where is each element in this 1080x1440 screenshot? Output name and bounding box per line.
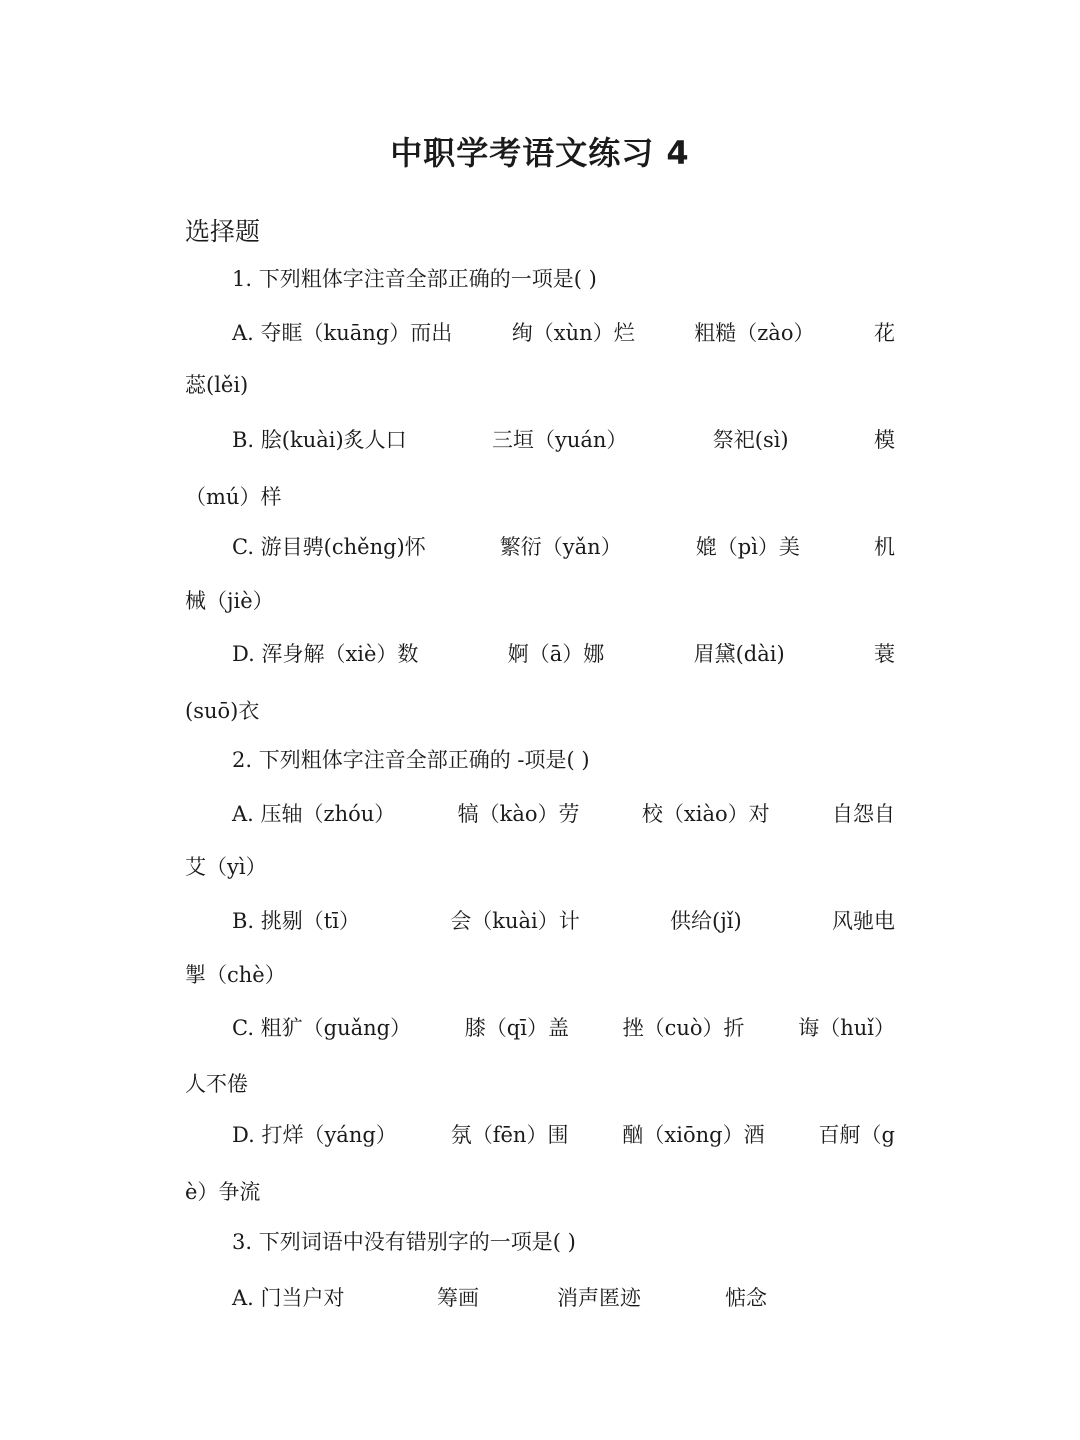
q2-b-seg-4: 风驰电 — [831, 909, 895, 933]
q2-c-seg-1: C. 粗犷（guǎng） — [232, 1016, 412, 1040]
q2-d-seg-3: 酗（xiōng）酒 — [622, 1123, 765, 1147]
q1-a-seg-1: A. 夺眶（kuāng）而出 — [232, 321, 453, 345]
q1-option-a-cont: 蕊(lěi) — [185, 373, 249, 397]
q2-d-seg-1: D. 打烊（yáng） — [232, 1123, 397, 1147]
q2-a-seg-1: A. 压轴（zhóu） — [232, 802, 396, 826]
question-2-stem: 2. 下列粗体字注音全部正确的 -项是( ) — [232, 748, 590, 772]
q2-option-a-cont: 艾（yì） — [185, 855, 267, 879]
q1-d-seg-2: 婀（ā）娜 — [507, 642, 605, 666]
q1-option-c[interactable] — [232, 530, 895, 564]
q1-option-a[interactable] — [232, 316, 895, 350]
q1-d-seg-4: 蓑 — [873, 642, 895, 666]
q2-a-seg-2: 犒（kào）劳 — [457, 802, 580, 826]
q1-b-seg-1: B. 脍(kuài)炙人口 — [232, 428, 407, 452]
q3-a-seg-4: 惦念 — [725, 1286, 767, 1310]
q1-c-seg-3: 媲（pì）美 — [695, 535, 800, 559]
q1-c-seg-4: 机 — [873, 535, 895, 559]
q1-b-seg-4: 模 — [873, 428, 895, 452]
q2-d-seg-4: 百舸（g — [818, 1123, 895, 1147]
page-title: 中职学考语文练习 4 — [390, 134, 690, 172]
q2-b-seg-3: 供给(jǐ) — [670, 909, 742, 933]
q1-b-seg-3: 祭祀(sì) — [712, 428, 789, 452]
q1-option-c-cont: 械（jiè） — [185, 589, 274, 613]
q2-c-seg-3: 挫（cuò）折 — [622, 1016, 745, 1040]
q1-option-b[interactable] — [232, 423, 895, 457]
q1-c-seg-2: 繁衍（yǎn） — [499, 535, 622, 559]
q2-option-c-cont: 人不倦 — [185, 1072, 248, 1096]
q2-d-seg-2: 氛（fēn）围 — [450, 1123, 569, 1147]
q3-a-seg-2: 筹画 — [437, 1286, 479, 1310]
q2-option-b-cont: 掣（chè） — [185, 963, 286, 987]
q1-a-seg-2: 绚（xùn）烂 — [511, 321, 635, 345]
question-3-stem: 3. 下列词语中没有错别字的一项是( ) — [232, 1230, 576, 1254]
q2-b-seg-1: B. 挑剔（tī） — [232, 909, 360, 933]
q2-option-a[interactable] — [232, 797, 895, 831]
q3-a-seg-1: A. 门当户对 — [232, 1286, 345, 1310]
q2-option-b[interactable] — [232, 904, 895, 938]
q2-option-d-cont: è）争流 — [185, 1180, 261, 1204]
q1-a-seg-3: 粗糙（zào） — [694, 321, 815, 345]
question-1-stem: 1. 下列粗体字注音全部正确的一项是( ) — [232, 267, 597, 291]
q1-option-d-cont: (suō)衣 — [185, 699, 260, 723]
q2-c-seg-4: 诲（huǐ） — [798, 1016, 895, 1040]
q2-option-c[interactable] — [232, 1011, 895, 1045]
section-heading: 选择题 — [185, 217, 261, 246]
q2-b-seg-2: 会（kuài）计 — [450, 909, 580, 933]
q1-option-b-cont: （mú）样 — [185, 485, 282, 509]
q1-d-seg-1: D. 浑身解（xiè）数 — [232, 642, 419, 666]
q3-option-a[interactable] — [232, 1281, 792, 1315]
q1-c-seg-1: C. 游目骋(chěng)怀 — [232, 535, 426, 559]
q2-a-seg-4: 自怨自 — [831, 802, 895, 826]
q1-a-seg-4: 花 — [874, 321, 895, 345]
q2-option-d[interactable] — [232, 1118, 895, 1152]
q1-d-seg-3: 眉黛(dài) — [693, 642, 785, 666]
q1-option-d[interactable] — [232, 637, 895, 671]
q2-a-seg-3: 校（xiào）对 — [641, 802, 770, 826]
q3-a-seg-3: 消声匿迹 — [557, 1286, 641, 1310]
q2-c-seg-2: 膝（qī）盖 — [464, 1016, 569, 1040]
q1-b-seg-2: 三垣（yuán） — [491, 428, 628, 452]
